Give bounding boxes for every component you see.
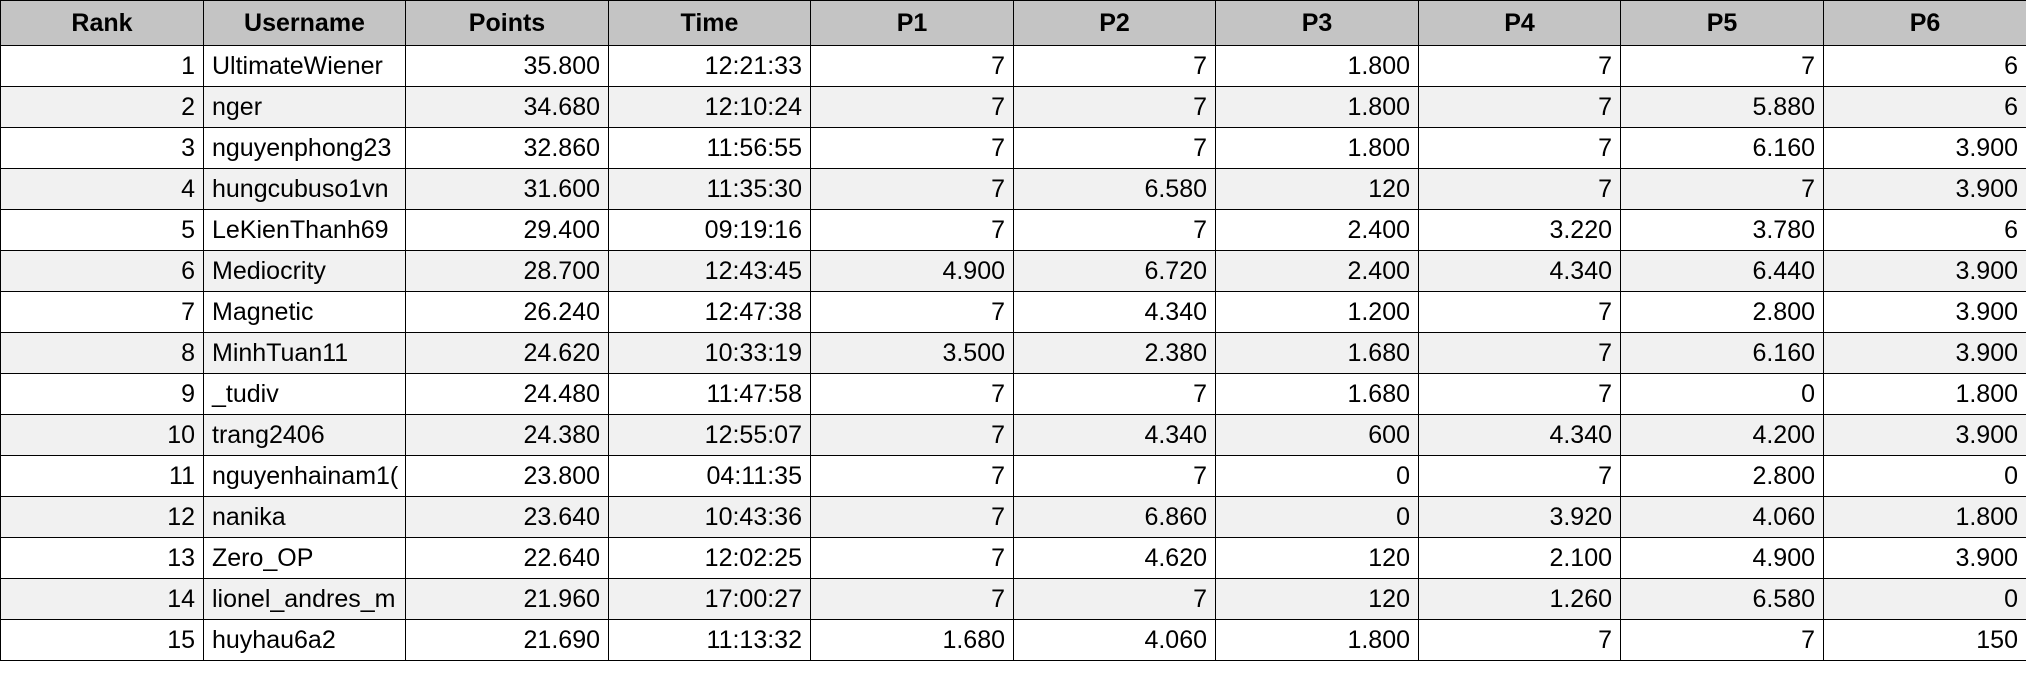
p2-score-cell[interactable]: 4.340 (1014, 415, 1216, 456)
p5-score-cell[interactable]: 6.440 (1621, 251, 1824, 292)
p3-score-cell[interactable]: 1.800 (1216, 128, 1419, 169)
column-header-p5[interactable]: P5 (1621, 1, 1824, 46)
username-cell[interactable]: huyhau6a2 (204, 620, 406, 661)
p3-score-cell[interactable]: 1.800 (1216, 87, 1419, 128)
time-cell[interactable]: 04:11:35 (609, 456, 811, 497)
points-cell[interactable]: 21.960 (406, 579, 609, 620)
p5-score-cell[interactable]: 2.800 (1621, 456, 1824, 497)
p6-score-cell[interactable]: 3.900 (1824, 251, 2026, 292)
p3-score-cell[interactable]: 120 (1216, 169, 1419, 210)
table-row (1, 456, 2026, 497)
column-header-p4[interactable]: P4 (1419, 1, 1621, 46)
p5-score-cell[interactable]: 6.580 (1621, 579, 1824, 620)
rank-cell[interactable]: 6 (1, 251, 204, 292)
username-cell[interactable]: Zero_OP (204, 538, 406, 579)
p6-score-cell[interactable]: 1.800 (1824, 374, 2026, 415)
p6-score-cell[interactable]: 3.900 (1824, 292, 2026, 333)
p5-score-cell[interactable]: 6.160 (1621, 128, 1824, 169)
p4-score-cell[interactable]: 4.340 (1419, 251, 1621, 292)
p5-score-cell[interactable]: 7 (1621, 169, 1824, 210)
p3-score-cell[interactable]: 1.800 (1216, 46, 1419, 87)
rank-cell[interactable]: 5 (1, 210, 204, 251)
p6-score-cell[interactable]: 6 (1824, 87, 2026, 128)
p1-score-cell[interactable]: 7 (811, 46, 1014, 87)
username-cell[interactable]: lionel_andres_m (204, 579, 406, 620)
p4-score-cell[interactable]: 7 (1419, 456, 1621, 497)
rank-cell[interactable]: 3 (1, 128, 204, 169)
p5-score-cell[interactable]: 3.780 (1621, 210, 1824, 251)
points-cell[interactable]: 22.640 (406, 538, 609, 579)
p2-score-cell[interactable]: 4.620 (1014, 538, 1216, 579)
p2-score-cell[interactable]: 4.060 (1014, 620, 1216, 661)
username-cell[interactable]: trang2406 (204, 415, 406, 456)
column-header-p3[interactable]: P3 (1216, 1, 1419, 46)
column-header-p1[interactable]: P1 (811, 1, 1014, 46)
p4-score-cell[interactable]: 7 (1419, 169, 1621, 210)
table-row (1, 620, 2026, 661)
p4-score-cell[interactable]: 3.920 (1419, 497, 1621, 538)
p2-score-cell[interactable]: 6.720 (1014, 251, 1216, 292)
p3-score-cell[interactable]: 1.680 (1216, 374, 1419, 415)
username-cell[interactable]: nanika (204, 497, 406, 538)
rank-cell[interactable]: 11 (1, 456, 204, 497)
p4-score-cell[interactable]: 1.260 (1419, 579, 1621, 620)
username-cell[interactable]: Mediocrity (204, 251, 406, 292)
rank-cell[interactable]: 15 (1, 620, 204, 661)
rank-cell[interactable]: 7 (1, 292, 204, 333)
table-row (1, 497, 2026, 538)
p4-score-cell[interactable]: 7 (1419, 87, 1621, 128)
rank-cell[interactable]: 14 (1, 579, 204, 620)
p4-score-cell[interactable]: 2.100 (1419, 538, 1621, 579)
time-cell[interactable]: 11:35:30 (609, 169, 811, 210)
points-cell[interactable]: 23.800 (406, 456, 609, 497)
username-cell[interactable]: hungcubuso1vn (204, 169, 406, 210)
p2-score-cell[interactable]: 2.380 (1014, 333, 1216, 374)
table-row (1, 333, 2026, 374)
username-cell[interactable]: LeKienThanh69 (204, 210, 406, 251)
username-cell[interactable]: nger (204, 87, 406, 128)
points-cell[interactable]: 23.640 (406, 497, 609, 538)
p2-score-cell[interactable]: 7 (1014, 128, 1216, 169)
p1-score-cell[interactable]: 7 (811, 128, 1014, 169)
p5-score-cell[interactable]: 0 (1621, 374, 1824, 415)
p4-score-cell[interactable]: 7 (1419, 620, 1621, 661)
p2-score-cell[interactable]: 4.340 (1014, 292, 1216, 333)
p5-score-cell[interactable]: 4.060 (1621, 497, 1824, 538)
table-row (1, 87, 2026, 128)
header-row (1, 1, 2026, 46)
table-body (1, 46, 2026, 661)
p3-score-cell[interactable]: 1.200 (1216, 292, 1419, 333)
p6-score-cell[interactable]: 3.900 (1824, 415, 2026, 456)
time-cell[interactable]: 11:47:58 (609, 374, 811, 415)
column-header-username[interactable]: Username (204, 1, 406, 46)
time-cell[interactable]: 12:02:25 (609, 538, 811, 579)
p6-score-cell[interactable]: 3.900 (1824, 169, 2026, 210)
column-header-points[interactable]: Points (406, 1, 609, 46)
rank-cell[interactable]: 13 (1, 538, 204, 579)
p2-score-cell[interactable]: 7 (1014, 87, 1216, 128)
rank-cell[interactable]: 1 (1, 46, 204, 87)
p1-score-cell[interactable]: 7 (811, 292, 1014, 333)
rank-cell[interactable]: 9 (1, 374, 204, 415)
p6-score-cell[interactable]: 0 (1824, 579, 2026, 620)
rank-cell[interactable]: 8 (1, 333, 204, 374)
p1-score-cell[interactable]: 7 (811, 374, 1014, 415)
points-cell[interactable]: 35.800 (406, 46, 609, 87)
table-row (1, 210, 2026, 251)
username-cell[interactable]: nguyenhainam1( (204, 456, 406, 497)
p4-score-cell[interactable]: 3.220 (1419, 210, 1621, 251)
time-cell[interactable]: 10:33:19 (609, 333, 811, 374)
time-cell[interactable]: 09:19:16 (609, 210, 811, 251)
table-row (1, 169, 2026, 210)
p1-score-cell[interactable]: 7 (811, 169, 1014, 210)
points-cell[interactable]: 29.400 (406, 210, 609, 251)
time-cell[interactable]: 12:21:33 (609, 46, 811, 87)
p6-score-cell[interactable]: 0 (1824, 456, 2026, 497)
p2-score-cell[interactable]: 7 (1014, 46, 1216, 87)
p6-score-cell[interactable]: 3.900 (1824, 333, 2026, 374)
p4-score-cell[interactable]: 4.340 (1419, 415, 1621, 456)
username-cell[interactable]: nguyenphong23 (204, 128, 406, 169)
time-cell[interactable]: 12:43:45 (609, 251, 811, 292)
p6-score-cell[interactable]: 150 (1824, 620, 2026, 661)
p1-score-cell[interactable]: 7 (811, 538, 1014, 579)
time-cell[interactable]: 11:13:32 (609, 620, 811, 661)
p4-score-cell[interactable]: 7 (1419, 374, 1621, 415)
p5-score-cell[interactable]: 2.800 (1621, 292, 1824, 333)
p3-score-cell[interactable]: 120 (1216, 538, 1419, 579)
p4-score-cell[interactable]: 7 (1419, 128, 1621, 169)
time-cell[interactable]: 12:10:24 (609, 87, 811, 128)
p1-score-cell[interactable]: 7 (811, 497, 1014, 538)
table-row (1, 292, 2026, 333)
rank-cell[interactable]: 4 (1, 169, 204, 210)
p6-score-cell[interactable]: 1.800 (1824, 497, 2026, 538)
points-cell[interactable]: 32.860 (406, 128, 609, 169)
p4-score-cell[interactable]: 7 (1419, 46, 1621, 87)
points-cell[interactable]: 24.480 (406, 374, 609, 415)
p1-score-cell[interactable]: 7 (811, 210, 1014, 251)
p6-score-cell[interactable]: 6 (1824, 210, 2026, 251)
p1-score-cell[interactable]: 7 (811, 456, 1014, 497)
p5-score-cell[interactable]: 7 (1621, 46, 1824, 87)
time-cell[interactable]: 11:56:55 (609, 128, 811, 169)
p3-score-cell[interactable]: 0 (1216, 456, 1419, 497)
column-header-p2[interactable]: P2 (1014, 1, 1216, 46)
points-cell[interactable]: 26.240 (406, 292, 609, 333)
p6-score-cell[interactable]: 3.900 (1824, 538, 2026, 579)
p1-score-cell[interactable]: 7 (811, 87, 1014, 128)
username-cell[interactable]: MinhTuan11 (204, 333, 406, 374)
p4-score-cell[interactable]: 7 (1419, 292, 1621, 333)
p6-score-cell[interactable]: 3.900 (1824, 128, 2026, 169)
p3-score-cell[interactable]: 0 (1216, 497, 1419, 538)
p5-score-cell[interactable]: 4.200 (1621, 415, 1824, 456)
p2-score-cell[interactable]: 7 (1014, 210, 1216, 251)
points-cell[interactable]: 24.620 (406, 333, 609, 374)
p2-score-cell[interactable]: 7 (1014, 374, 1216, 415)
rank-cell[interactable]: 10 (1, 415, 204, 456)
rank-cell[interactable]: 2 (1, 87, 204, 128)
time-cell[interactable]: 12:55:07 (609, 415, 811, 456)
p2-score-cell[interactable]: 7 (1014, 456, 1216, 497)
points-cell[interactable]: 31.600 (406, 169, 609, 210)
p4-score-cell[interactable]: 7 (1419, 333, 1621, 374)
column-header-time[interactable]: Time (609, 1, 811, 46)
p6-score-cell[interactable]: 6 (1824, 46, 2026, 87)
p5-score-cell[interactable]: 5.880 (1621, 87, 1824, 128)
username-cell[interactable]: UltimateWiener (204, 46, 406, 87)
p3-score-cell[interactable]: 2.400 (1216, 251, 1419, 292)
username-cell[interactable]: Magnetic (204, 292, 406, 333)
time-cell[interactable]: 12:47:38 (609, 292, 811, 333)
table-row (1, 374, 2026, 415)
p1-score-cell[interactable]: 7 (811, 415, 1014, 456)
p1-score-cell[interactable]: 4.900 (811, 251, 1014, 292)
username-cell[interactable]: _tudiv (204, 374, 406, 415)
p2-score-cell[interactable]: 7 (1014, 579, 1216, 620)
p1-score-cell[interactable]: 7 (811, 579, 1014, 620)
rank-cell[interactable]: 12 (1, 497, 204, 538)
p5-score-cell[interactable]: 6.160 (1621, 333, 1824, 374)
p1-score-cell[interactable]: 3.500 (811, 333, 1014, 374)
table-row (1, 46, 2026, 87)
p1-score-cell[interactable]: 1.680 (811, 620, 1014, 661)
table-row (1, 251, 2026, 292)
p3-score-cell[interactable]: 1.680 (1216, 333, 1419, 374)
p3-score-cell[interactable]: 120 (1216, 579, 1419, 620)
p3-score-cell[interactable]: 2.400 (1216, 210, 1419, 251)
p3-score-cell[interactable]: 600 (1216, 415, 1419, 456)
p2-score-cell[interactable]: 6.860 (1014, 497, 1216, 538)
points-cell[interactable]: 28.700 (406, 251, 609, 292)
time-cell[interactable]: 17:00:27 (609, 579, 811, 620)
table-row (1, 538, 2026, 579)
points-cell[interactable]: 24.380 (406, 415, 609, 456)
time-cell[interactable]: 10:43:36 (609, 497, 811, 538)
p3-score-cell[interactable]: 1.800 (1216, 620, 1419, 661)
points-cell[interactable]: 21.690 (406, 620, 609, 661)
p2-score-cell[interactable]: 6.580 (1014, 169, 1216, 210)
p5-score-cell[interactable]: 7 (1621, 620, 1824, 661)
p5-score-cell[interactable]: 4.900 (1621, 538, 1824, 579)
table-row (1, 415, 2026, 456)
column-header-rank[interactable]: Rank (1, 1, 204, 46)
points-cell[interactable]: 34.680 (406, 87, 609, 128)
column-header-p6[interactable]: P6 (1824, 1, 2026, 46)
table-row (1, 579, 2026, 620)
table-row (1, 128, 2026, 169)
